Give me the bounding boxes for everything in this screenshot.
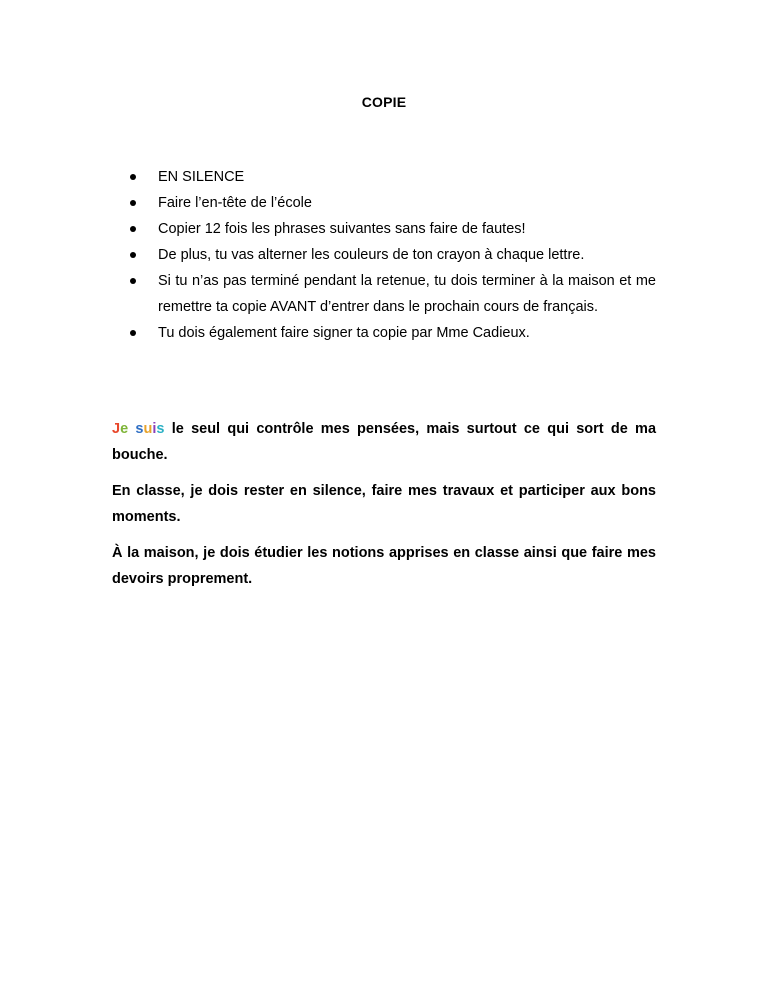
colored-letter: u	[143, 421, 153, 437]
copy-sentences	[112, 416, 656, 602]
colored-letter: e	[120, 421, 129, 437]
instruction-text: Faire l’en-tête de l’école	[158, 195, 312, 211]
sentence-1-text: le seul qui contrôle mes pensées, mais surtout ce qui sort de ma bouche.	[112, 421, 657, 463]
sentence-1	[112, 416, 656, 468]
instruction-text: Copier 12 fois les phrases suivantes sans faire de fautes!	[158, 221, 526, 237]
list-item	[130, 164, 656, 190]
instruction-text: Si tu n’as pas terminé pendant la retenue, tu dois terminer à la maison et me remettre ta copie AVANT d’entrer dans le prochain cours de français.	[158, 273, 656, 315]
colored-letter: J	[112, 421, 121, 437]
bullet-icon	[130, 278, 136, 284]
colored-letter: i	[152, 421, 157, 437]
colored-letter: s	[156, 421, 165, 437]
sentence-2: En classe, je dois rester en silence, faire mes travaux et participer aux bons moments.	[112, 483, 656, 525]
list-item	[130, 268, 656, 320]
bullet-icon	[130, 200, 136, 206]
page-title: COPIE	[361, 94, 407, 110]
colored-letter: s	[135, 421, 144, 437]
bullet-icon	[130, 174, 136, 180]
instruction-list	[130, 164, 656, 346]
instruction-text: De plus, tu vas alterner les couleurs de ton crayon à chaque lettre.	[158, 247, 585, 263]
sentence-3: À la maison, je dois étudier les notions apprises en classe ainsi que faire mes devoirs proprement.	[112, 545, 656, 587]
list-item	[130, 216, 656, 242]
list-item	[130, 190, 656, 216]
bullet-icon	[130, 226, 136, 232]
instruction-text: Tu dois également faire signer ta copie par Mme Cadieux.	[158, 325, 530, 341]
list-item	[130, 320, 656, 346]
bullet-icon	[130, 252, 136, 258]
instruction-text: EN SILENCE	[158, 169, 245, 185]
list-item	[130, 242, 656, 268]
bullet-icon	[130, 330, 136, 336]
